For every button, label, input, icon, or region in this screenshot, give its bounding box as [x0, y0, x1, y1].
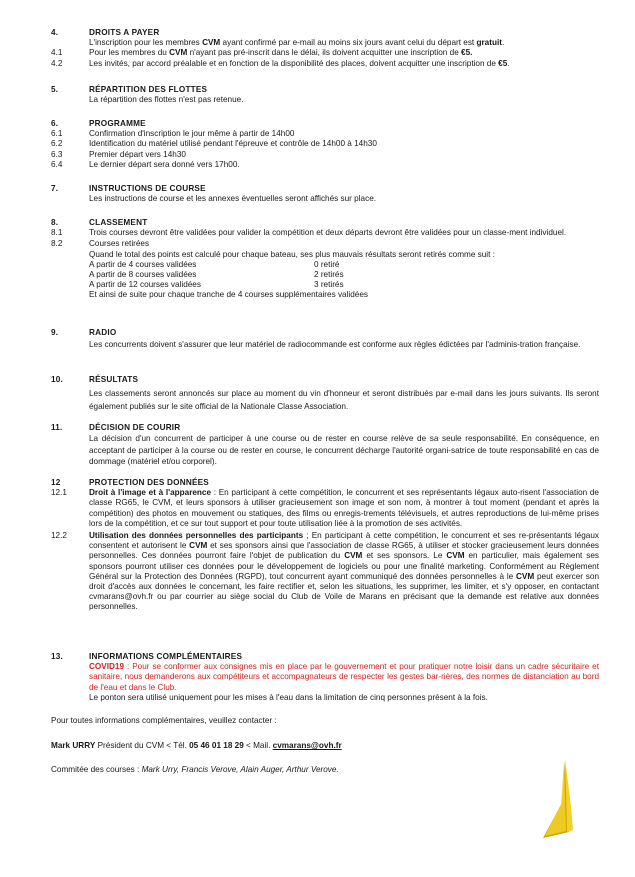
item-number: 6.3	[51, 149, 63, 159]
president-name: Mark URRY	[51, 741, 96, 750]
section-number: 11.	[51, 423, 63, 432]
section-number: 4.	[51, 28, 59, 37]
section-number: 5.	[51, 85, 59, 94]
item-number: 4.1	[51, 48, 63, 58]
phone-number: 05 46 01 18 29	[189, 741, 244, 750]
item-text: Et ainsi de suite pour chaque tranche de 4 courses supplémentaires validées	[89, 290, 368, 300]
section-title: DÉCISION DE COURIR	[89, 423, 181, 432]
discard-row: A partir de 8 courses validées 2 retirés	[89, 270, 344, 280]
covid-notice: COVID19 : Pour se conformer aux consignes mis en place par le gouvernement et pour pratiquer notre loisir dans un cadre sécuritaire et sanitaire, nous demanderons aux compétiteurs et accompagnateurs de respecter les gestes bar-rières, des normes de distanciation au bord de l'eau et dans le Club.	[89, 662, 599, 692]
item-number: 6.2	[51, 139, 63, 149]
committee-members: Mark Urry, Francis Verove, Alain Auger, Arthur Verove.	[141, 765, 339, 774]
item-title: Courses retirées	[89, 239, 150, 249]
section-title: RADIO	[89, 328, 117, 337]
item-text: Utilisation des données personnelles des participants ; En participant à cette compétition, le concurrent et ses re-présentants légaux consentent et autorisent le CVM et ses sponsors ainsi que l'association de classe RG65, à utiliser et stocker gracieusement leurs données personnelles. Ces données pourront faire l'objet de publication du CVM et ses sponsors. Le CVM en particulier, mais également ses sponsors pourront utiliser ces données pour le développement de logiciels ou pour une finalité marketing. Conformément au Règlement Général sur la Protection des Données (RGPD), tout concurrent ayant communiqué des données personnelles à le CVM peut exercer son droit d'accès aux données le concernant, les faire rectifier et, selon les situations, les supprimer, les limiter, et s'y opposer, en contactant cvmarans@ovh.fr ou par courrier au siège social du Club de Voile de Marans en précisant que la demande est relative aux données personnelles.	[89, 531, 600, 612]
section-protection-des-donnees	[0, 478, 635, 613]
section-classement	[0, 218, 635, 301]
section-text: La décision d'un concurrent de participer à une course ou de rester en course relève de sa seule responsabilité. En conséquence, en acceptant de participer à la course ou de rester en course, le concurrent décharge l'autorité organi-satrice de toute responsabilité en cas de dommage (matériel et/ou corporel).	[89, 434, 599, 467]
section-droits-a-payer	[0, 28, 635, 69]
item-number: 8.2	[51, 239, 63, 249]
item-number: 6.4	[51, 159, 63, 169]
item-number: 4.2	[51, 58, 63, 68]
email-link[interactable]: cvmarans@ovh.fr	[272, 741, 342, 750]
section-informations-complementaires	[0, 652, 635, 703]
section-text: Les concurrents doivent s'assurer que leur matériel de radiocommande est conforme aux règles édictées par l'adminis-tration française.	[89, 340, 581, 350]
section-title: CLASSEMENT	[89, 218, 148, 227]
item-text: Pour les membres du CVM n'ayant pas pré-inscrit dans le délai, ils doivent acquitter une inscription de €5.	[89, 48, 473, 58]
sail-logo-icon	[535, 758, 575, 848]
item-text: Trois courses devront être validées pour valider la compétition et deux départs devront être validées pour un classe-ment individuel.	[89, 228, 567, 238]
section-title: DROITS A PAYER	[89, 28, 160, 37]
section-text: La répartition des flottes n'est pas retenue.	[89, 95, 244, 105]
item-number: 8.1	[51, 228, 63, 238]
item-text: Premier départ vers 14h30	[89, 149, 186, 159]
section-title: INFORMATIONS COMPLÉMENTAIRES	[89, 652, 243, 661]
discard-row: A partir de 4 courses validées 0 retiré	[89, 259, 340, 269]
item-text: Le dernier départ sera donné vers 17h00.	[89, 159, 240, 169]
section-title: RÉSULTATS	[89, 375, 139, 384]
sail-back	[545, 762, 566, 836]
section-text: Les classements seront annoncés sur place au moment du vin d'honneur et seront distribués par e-mail dans les jours suivants. Ils seront également publiés sur le site official de la Nationale Classe Association.	[89, 389, 599, 412]
ponton-notice: Le ponton sera utilisé uniquement pour les mises à l'eau dans la limitation de cinq personnes présent à la fois.	[89, 692, 488, 702]
item-text: Droit à l'image et à l'apparence : En participant à cette compétition, le concurrent et ses représentants légaux auto-risent l'association de classe RG65, le CVM, et leurs sponsors à utiliser gracieusement son image et son nom, à montrer à tout moment (pendant et après la compétition) des photos en mouvement ou statiques, des films ou enregis-trements télévisuels, et autres reproductions de lui-même prises lors de la compétition, et ce sur tout support et pour toute utilisation liée à la promotion de ses activités.	[89, 488, 599, 528]
section-number: 9.	[51, 328, 59, 337]
item-number: 12.1	[51, 488, 67, 498]
item-number: 6.1	[51, 129, 63, 139]
section-resultats	[0, 375, 635, 413]
section-title: RÉPARTITION DES FLOTTES	[89, 85, 208, 94]
item-text: Quand le total des points est calculé pour chaque bateau, ses plus mauvais résultats seront retirés comme suit :	[89, 249, 495, 259]
section-title: PROTECTION DES DONNÉES	[89, 478, 209, 487]
section-title: INSTRUCTIONS DE COURSE	[89, 184, 206, 193]
contact-line: Pour toutes informations complémentaires, veuillez contacter :	[51, 716, 277, 725]
section-decision-de-courir	[0, 423, 635, 468]
section-number: 7.	[51, 184, 59, 193]
section-radio	[0, 328, 635, 352]
section-instructions-de-course	[0, 184, 635, 204]
section-number: 13.	[51, 652, 63, 661]
item-number: 12.2	[51, 531, 67, 541]
section-number: 6.	[51, 119, 59, 128]
contact-details: Mark URRY Président du CVM < Tél. 05 46 01 18 29 < Mail. cvmarans@ovh.fr	[51, 741, 342, 750]
item-text: Identification du matériel utilisé pendant l'épreuve et contrôle de 14h00 à 14h30	[89, 139, 377, 149]
section-text: L'inscription pour les membres CVM ayant confirmé par e-mail au moins six jours avant celui du départ est gratuit.	[89, 38, 505, 48]
section-number: 8.	[51, 218, 59, 227]
committee-line: Commitée des courses : Mark Urry, Francis Verove, Alain Auger, Arthur Verove.	[51, 765, 339, 774]
section-number: 10.	[51, 375, 63, 384]
section-repartition-des-flottes	[0, 85, 635, 105]
section-number: 12	[51, 478, 61, 487]
section-text: Les instructions de course et les annexes éventuelles seront affichés sur place.	[89, 194, 377, 204]
section-programme	[0, 119, 635, 170]
item-text: Les invités, par accord préalable et en fonction de la disponibilité des places, doivent acquitter une inscription de €5.	[89, 58, 510, 68]
item-text: Confirmation d'inscription le jour même à partir de 14h00	[89, 129, 295, 139]
section-title: PROGRAMME	[89, 119, 146, 128]
discard-row: A partir de 12 courses validées 3 retirés	[89, 280, 344, 290]
